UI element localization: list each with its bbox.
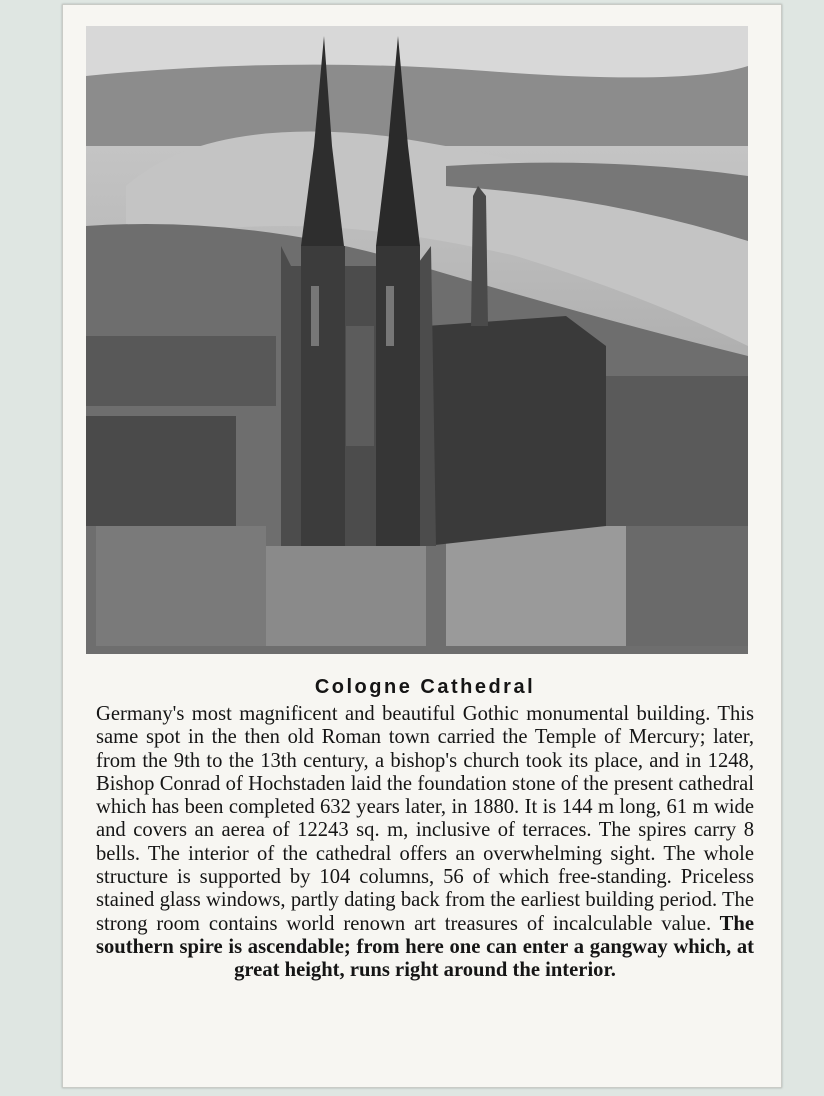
caption-body-text: Germany's most magnificent and beautiful Gothic monumental building. This same spot in the then old Roman town carried the Temple of Mercury; later, from the 9th to the 13th century, a bishop's church took its place, and in 1248, Bishop Conrad of Hochstaden laid the foundation stone of the present cathedral which has been completed 632 years later, in 1880. It is 144 m long, 61 m wide and covers an aerea of 12243 sq. m, inclusive of terraces. The spires carry 8 bells. The interior of the cathedral offers an overwhelming sight. The whole structure is supported by 104 columns, 56 of which free-standing. Priceless stained glass windows, partly dating back from the earliest building period. The strong room contains world renown art treasures of incalculable value. [96,703,754,935]
cathedral-photo [86,26,748,654]
caption-title: Cologne Cathedral [314,676,536,698]
caption [96,676,754,983]
caption-body [96,703,754,983]
cathedral-photo-illustration [86,26,748,654]
caption-body-bold: The southern spire is ascendable; from here one can enter a gangway which, at great height, runs right around the interior. [96,912,755,982]
